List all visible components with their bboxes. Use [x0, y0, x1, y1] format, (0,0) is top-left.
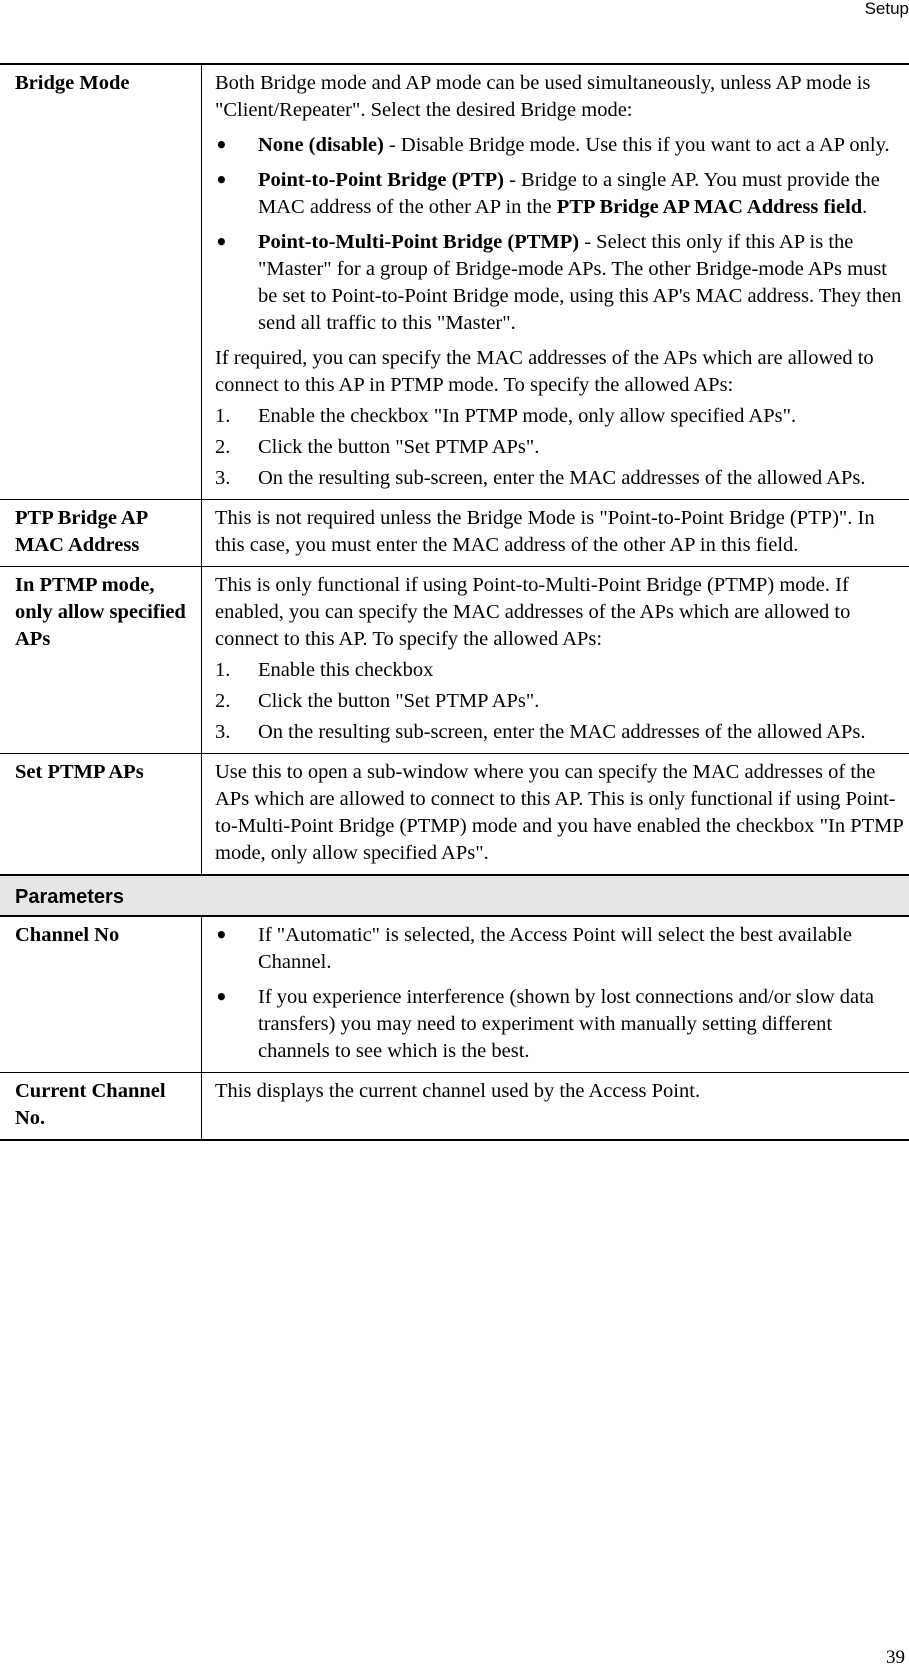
- row-label: Set PTMP APs: [0, 754, 202, 876]
- option-text: - Bridge to a single AP. You must provide the MAC address of the other AP in the: [258, 169, 880, 218]
- bullet-text: If "Automatic" is selected, the Access Point will select the best available Channel.: [258, 924, 852, 973]
- list-item: [215, 132, 905, 159]
- step-number: 3.: [215, 467, 231, 489]
- table-row-set-ptmp-aps: [0, 754, 909, 876]
- option-text-tail: .: [862, 196, 868, 218]
- page-header: Setup: [864, 0, 909, 18]
- ptmp-only-steps: [215, 657, 905, 746]
- bullet-icon: •: [215, 923, 228, 947]
- row-description: [202, 754, 909, 876]
- option-text: - Disable Bridge mode. Use this if you want to act a AP only.: [383, 134, 890, 156]
- row-label: Current Channel No.: [0, 1073, 202, 1141]
- row-label: PTP Bridge AP MAC Address: [0, 500, 202, 567]
- list-item: [215, 403, 905, 430]
- bridge-mode-note: If required, you can specify the MAC addresses of the APs which are allowed to connect to this AP in PTMP mode. To specify the allowed APs:: [215, 347, 874, 396]
- channel-no-bullets: [215, 922, 905, 1065]
- row-label: Bridge Mode: [0, 64, 202, 500]
- list-item: [215, 657, 905, 684]
- step-text: Enable this checkbox: [258, 659, 434, 681]
- step-number: 3.: [215, 721, 231, 743]
- option-term: Point-to-Multi-Point Bridge (PTMP): [258, 231, 580, 253]
- bullet-icon: •: [215, 133, 228, 157]
- bridge-mode-steps: [215, 403, 905, 492]
- set-ptmp-text: Use this to open a sub-window where you can specify the MAC addresses of the APs which are allowed to connect to this AP. This is only functional if using Point-to-Multi-Point Bridge (PTMP) mode and you have enabled the checkbox "In PTMP mode, only allow specified APs".: [215, 761, 903, 864]
- list-item: [215, 167, 905, 221]
- list-item: [215, 465, 905, 492]
- bridge-mode-options: [215, 132, 905, 337]
- bullet-text: If you experience interference (shown by lost connections and/or slow data transfers) you may need to experiment with manually setting different channels to see which is the best.: [258, 986, 874, 1062]
- row-description: [202, 64, 909, 500]
- table-row-ptp-mac-address: [0, 500, 909, 567]
- step-text: On the resulting sub-screen, enter the MAC addresses of the allowed APs.: [258, 467, 866, 489]
- list-item: [215, 984, 905, 1065]
- row-description: [202, 916, 909, 1073]
- bridge-mode-intro: Both Bridge mode and AP mode can be used simultaneously, unless AP mode is "Client/Repeater". Select the desired Bridge mode:: [215, 72, 871, 121]
- settings-description-table: [0, 63, 909, 1141]
- bullet-icon: •: [215, 168, 228, 192]
- list-item: [215, 688, 905, 715]
- option-term: Point-to-Point Bridge (PTP): [258, 169, 504, 191]
- step-text: On the resulting sub-screen, enter the MAC addresses of the allowed APs.: [258, 721, 866, 743]
- step-number: 1.: [215, 659, 231, 681]
- ptp-mac-text: This is not required unless the Bridge Mode is "Point-to-Point Bridge (PTP)". In this case, you must enter the MAC address of the other AP in this field.: [215, 507, 875, 556]
- current-channel-text: This displays the current channel used by the Access Point.: [215, 1080, 701, 1102]
- option-field-reference: PTP Bridge AP MAC Address field: [556, 196, 863, 218]
- row-label: Channel No: [0, 916, 202, 1073]
- table-row-bridge-mode: [0, 64, 909, 500]
- step-text: Click the button "Set PTMP APs".: [258, 436, 540, 458]
- table-row-ptmp-only-allow: [0, 567, 909, 754]
- ptmp-only-intro: This is only functional if using Point-to-Multi-Point Bridge (PTMP) mode. If enabled, you can specify the MAC addresses of the APs which are allowed to connect to this AP. To specify the allowed APs:: [215, 574, 851, 650]
- step-number: 1.: [215, 405, 231, 427]
- step-text: Click the button "Set PTMP APs".: [258, 690, 540, 712]
- option-term: None (disable): [258, 134, 384, 156]
- table-row-channel-no: [0, 916, 909, 1073]
- option-text: - Select this only if this AP is the "Master" for a group of Bridge-mode APs. The other Bridge-mode APs must be set to Point-to-Point Bridge mode, using this AP's MAC address. They then send all traffic to this "Master".: [258, 231, 902, 334]
- step-number: 2.: [215, 690, 231, 712]
- table-row-current-channel: [0, 1073, 909, 1141]
- row-description: [202, 500, 909, 567]
- section-heading-row: [0, 875, 909, 916]
- row-description: [202, 567, 909, 754]
- bullet-icon: •: [215, 230, 228, 254]
- step-text: Enable the checkbox "In PTMP mode, only allow specified APs".: [258, 405, 797, 427]
- row-description: [202, 1073, 909, 1141]
- list-item: [215, 719, 905, 746]
- list-item: [215, 922, 905, 976]
- page-number: 39: [886, 1647, 905, 1668]
- list-item: [215, 229, 905, 337]
- section-heading-parameters: Parameters: [0, 875, 909, 916]
- row-label: In PTMP mode, only allow specified APs: [0, 567, 202, 754]
- list-item: [215, 434, 905, 461]
- bullet-icon: •: [215, 985, 228, 1009]
- step-number: 2.: [215, 436, 231, 458]
